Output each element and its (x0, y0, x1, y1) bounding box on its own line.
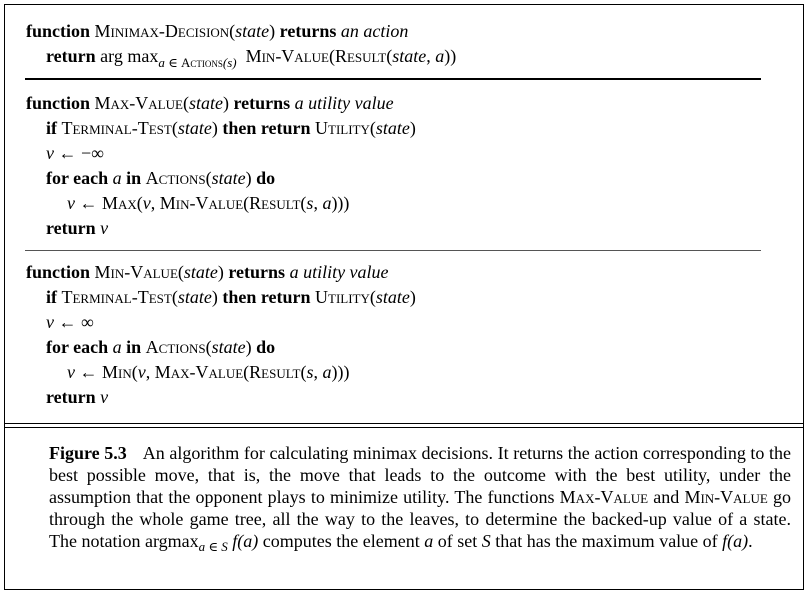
caption-rule-bottom (5, 427, 803, 428)
figure-frame (4, 4, 804, 590)
min-value-terminal-test: if Terminal-Test(state) then return Utility(state) (46, 287, 416, 307)
caption-rule-top (5, 423, 803, 424)
divider-thin (25, 250, 761, 251)
min-value-header: function Min-Value(state) returns a utility value (26, 262, 389, 282)
minimax-decision-return: return arg $\max_{a \in Actions(s)}$ Min-Value(Result(state, a)) (46, 46, 457, 70)
min-value-update: v ← Min(v, Max-Value(Result(s, a))) (67, 362, 350, 382)
min-value-return: return v (46, 387, 109, 407)
figure-label: Figure 5.3 (49, 443, 127, 463)
min-value-loop: for each a in Actions(state) do (46, 337, 276, 357)
figure-caption: Figure 5.3 An algorithm for calculating minimax decisions. It returns the action corresponding to the best possible move, that is, the move that leads to the outcome with the best utility, under the assumption that the opponent plays to minimize utility. The functions Max-Value and Min-Value go through the whole game tree, all the way to the leaves, to determine the backed-up value of a state. The notation argmax$_{a \in S}$ f(a) computes the element a of set S that has the maximum value of f(a). (49, 443, 791, 554)
max-value-return: return v (46, 218, 109, 238)
max-value-loop: for each a in Actions(state) do (46, 168, 276, 188)
minimax-decision-header: function Minimax-Decision(state) returns an action (26, 21, 409, 41)
divider-thick (25, 78, 761, 80)
max-value-header: function Max-Value(state) returns a utility value (26, 93, 394, 113)
max-value-update: v ← Max(v, Min-Value(Result(s, a))) (67, 193, 350, 213)
min-value-init: v ← ∞ (46, 312, 94, 332)
max-value-init: v ← −∞ (46, 143, 104, 163)
max-value-terminal-test: if Terminal-Test(state) then return Utility(state) (46, 118, 416, 138)
